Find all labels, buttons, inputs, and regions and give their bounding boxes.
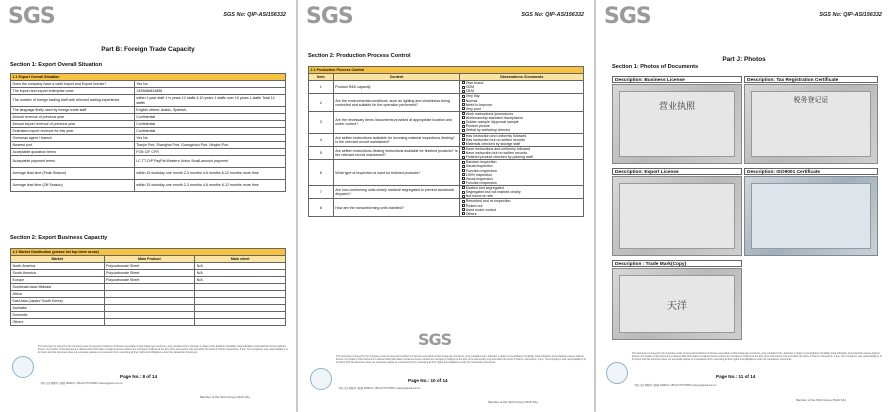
checkbox-icon bbox=[462, 116, 465, 119]
market-market: East Asia (Japan/ South Korea) bbox=[11, 298, 105, 305]
row-label: Acceptable quotation terms bbox=[11, 149, 135, 156]
photo-label-iso9001: Description: ISO9001 Certificate bbox=[744, 168, 878, 175]
observation-option bbox=[462, 107, 582, 111]
market-market: Europe bbox=[11, 277, 105, 284]
disclaimer-text: This document is issued by the Company under its General Conditions of Service accessible at http://www.sgs.com/terms_and_conditions.htm. Attention is drawn to the limitation of liability, indemnification and jurisdiction issues defined therein. Any holder of this document is advised that information contained hereon reflects the Company's findings at the time of its intervention only and within the limits of Client's instructions, if any. The Company's sole responsibility is to its Client and this document does not exonerate parties to a transaction from exercising all their rights and obligations under the transaction documents. bbox=[38, 345, 288, 354]
checkbox-icon bbox=[462, 112, 465, 115]
table-row bbox=[309, 94, 584, 112]
member-line: Member of the SGS Group (SGS SA) bbox=[796, 398, 846, 402]
item-observations bbox=[460, 81, 584, 94]
market-product bbox=[104, 319, 195, 326]
sgs-logo: SGS bbox=[604, 4, 651, 29]
observation-text: Visual inspection bbox=[465, 176, 493, 181]
checkbox-icon bbox=[462, 142, 465, 145]
member-line: Member of the SGS Group (SGS SA) bbox=[488, 400, 538, 404]
sgs-doc-number: SGS No: QIP-ASI156332 bbox=[819, 12, 882, 18]
table-row bbox=[11, 128, 286, 135]
address-line: 中国·北京·朝阳区 | 邮编 100016 | t (86-10) 5779 9600 | www.sgsgroup.com.cn bbox=[40, 382, 123, 385]
report-page-8 bbox=[0, 0, 296, 412]
checkbox-icon bbox=[462, 181, 465, 184]
observation-text: Finished product checked by packing staff bbox=[465, 155, 533, 160]
iso9001-certificate-photo bbox=[744, 176, 878, 256]
table-row bbox=[309, 160, 584, 186]
column-header: Item bbox=[309, 74, 334, 81]
table-row bbox=[309, 133, 584, 146]
checkbox-icon bbox=[462, 90, 465, 93]
checkbox-icon bbox=[462, 151, 465, 154]
sgs-logo: SGS bbox=[306, 4, 353, 29]
item-number: 8 bbox=[309, 199, 334, 217]
row-value: Confidential bbox=[134, 121, 285, 128]
column-header: Observations /Comments bbox=[460, 74, 584, 81]
row-label: Average lead time (Peak Season) bbox=[11, 168, 135, 180]
table-row bbox=[11, 114, 286, 121]
section-title: Section 1: Export Overall Situation bbox=[10, 62, 103, 68]
sgs-seal-icon bbox=[606, 362, 628, 384]
market-client: N/A bbox=[195, 263, 286, 270]
observation-text: Segregated but not marked clearly bbox=[465, 190, 521, 195]
row-label: Nearest port bbox=[11, 142, 135, 149]
table-row bbox=[11, 142, 286, 149]
observation-text: Work instructions /procedures bbox=[465, 111, 514, 116]
row-label: Estimated export revenue for this year bbox=[11, 128, 135, 135]
item-number: 4 bbox=[309, 133, 334, 146]
table-row bbox=[11, 298, 286, 305]
row-label: Overseas agent / branch bbox=[11, 135, 135, 142]
item-content: Are the necessary items /documents provided at appropriate location and under control? bbox=[333, 111, 460, 133]
market-distribution-table bbox=[10, 248, 286, 326]
row-value: LC TT D/P PayPal Western Union Small-amount payment bbox=[134, 156, 285, 168]
trade-mark-photo bbox=[612, 268, 742, 340]
row-value: Yes No bbox=[134, 81, 285, 88]
market-product bbox=[104, 305, 195, 312]
observation-option bbox=[462, 89, 582, 93]
row-label: Acceptable payment terms bbox=[11, 156, 135, 168]
checkbox-icon bbox=[462, 186, 465, 189]
item-observations bbox=[460, 199, 584, 217]
checkbox-icon bbox=[462, 173, 465, 176]
item-content: What type of inspection is used for finished products? bbox=[333, 160, 460, 186]
table-row bbox=[11, 107, 286, 114]
table-row bbox=[11, 291, 286, 298]
item-observations bbox=[460, 186, 584, 199]
item-content: Are non-conforming units clearly marked/ segregated to prevent accidental dispatch? bbox=[333, 186, 460, 199]
column-header: Content bbox=[333, 74, 460, 81]
market-product bbox=[104, 298, 195, 305]
table-row bbox=[11, 95, 286, 107]
table-row bbox=[11, 277, 286, 284]
checkbox-icon bbox=[462, 208, 465, 211]
column-header: Market bbox=[11, 256, 105, 263]
table-row bbox=[309, 111, 584, 133]
photo-label-tax-certificate: Description: Tax Registration Certificate bbox=[744, 76, 878, 83]
item-observations bbox=[460, 94, 584, 112]
market-client bbox=[195, 312, 286, 319]
market-client bbox=[195, 305, 286, 312]
photo-caption: 天洋 bbox=[667, 301, 687, 312]
table-row bbox=[11, 149, 286, 156]
observation-text: Has instruction and uniformly followed bbox=[465, 133, 527, 138]
market-product bbox=[104, 312, 195, 319]
observation-option bbox=[462, 212, 582, 216]
row-value: Confidential bbox=[134, 114, 285, 121]
market-product: Polycarbonate Sheet bbox=[104, 277, 195, 284]
table-row bbox=[309, 199, 584, 217]
market-client bbox=[195, 298, 286, 305]
item-observations bbox=[460, 133, 584, 146]
checkbox-icon bbox=[462, 147, 465, 150]
table-row bbox=[11, 121, 286, 128]
table-row bbox=[11, 284, 286, 291]
observation-text: Function inspection bbox=[465, 168, 497, 173]
checkbox-icon bbox=[462, 129, 465, 132]
market-market: Southeast Asia/ Mideast bbox=[11, 284, 105, 291]
item-observations bbox=[460, 146, 584, 159]
item-content: Are written instructions available for incoming material inspections /testing? Is the relevant record maintained? bbox=[333, 133, 460, 146]
sgs-logo: SGS bbox=[8, 4, 55, 29]
business-license-photo bbox=[612, 84, 742, 164]
observation-text: Picked out bbox=[465, 203, 483, 208]
row-value: English others: Arabic, Spanish, bbox=[134, 107, 285, 114]
part-title: Part J: Photos bbox=[722, 56, 766, 63]
export-license-photo bbox=[612, 176, 742, 256]
production-process-table bbox=[308, 66, 584, 217]
row-label: Annual export revenue of previous year bbox=[11, 121, 135, 128]
address-line: 中国·北京·朝阳区 | 邮编 100016 | t (86-10) 5779 9600 | www.sgsgroup.com.cn bbox=[338, 387, 421, 390]
checkbox-icon bbox=[462, 134, 465, 137]
item-content: Are the environmental conditions, such as lighting and cleanliness being controlled and suitable for the operation performed? bbox=[333, 94, 460, 112]
report-page-11 bbox=[596, 0, 892, 412]
sgs-doc-number: SGS No: QIP-ASI156332 bbox=[223, 12, 286, 18]
market-market: North America bbox=[11, 263, 105, 270]
checkbox-icon bbox=[462, 86, 465, 89]
photo-label-business-license: Description: Business License bbox=[612, 76, 742, 83]
observation-text: Marked and segregated bbox=[465, 186, 504, 190]
observation-text: Have instructions and uniformly followed bbox=[465, 146, 531, 151]
item-observations bbox=[460, 160, 584, 186]
item-content: Product R&D capacity bbox=[333, 81, 460, 94]
table-row bbox=[309, 81, 584, 94]
table-row bbox=[11, 263, 286, 270]
observation-option bbox=[462, 194, 582, 198]
observation-text: Random inspection bbox=[465, 160, 497, 165]
table-row bbox=[11, 305, 286, 312]
report-page-10 bbox=[298, 0, 594, 412]
observation-text: Workmanship standard /acceptance bbox=[465, 116, 524, 120]
checkbox-icon bbox=[462, 156, 465, 159]
observation-text: Materials checked by storage staff bbox=[465, 141, 521, 146]
row-label: Does the company have a valid Import and Export license? bbox=[11, 81, 135, 88]
observation-text: Function inspection bbox=[465, 180, 497, 185]
checkbox-icon bbox=[462, 212, 465, 215]
observation-text: 100% inspection bbox=[465, 172, 493, 177]
item-content: How are the nonconforming units handled? bbox=[333, 199, 460, 217]
row-value: FOB CIF CFR bbox=[134, 149, 285, 156]
disclaimer-text: This document is issued by the Company under its General Conditions of Service accessible at http://www.sgs.com/terms_and_conditions.htm. Attention is drawn to the limitation of liability, indemnification and jurisdiction issues defined therein. Any holder of this document is advised that information contained hereon reflects the Company's findings at the time of its intervention only and within the limits of Client's instructions, if any. The Company's sole responsibility is to its Client and this document does not exonerate parties to a transaction from exercising all their rights and obligations under the transaction documents. bbox=[336, 355, 586, 364]
part-title: Part B: Foreign Trade Capacity bbox=[101, 46, 195, 53]
market-client: N/A bbox=[195, 270, 286, 277]
observation-text: Have instruction but no written records bbox=[465, 151, 528, 155]
sgs-seal-icon bbox=[12, 356, 34, 378]
sgs-footer-logo: SGS bbox=[418, 330, 452, 349]
sgs-doc-number: SGS No: QIP-ASI156332 bbox=[521, 12, 584, 18]
observation-text: Has instruction but no written records bbox=[465, 137, 526, 142]
checkbox-icon bbox=[462, 125, 465, 128]
table-row bbox=[11, 156, 286, 168]
table-row bbox=[11, 180, 286, 192]
table-row bbox=[11, 319, 286, 326]
section-title: Section 2: Production Process Control bbox=[308, 53, 411, 59]
observation-text: Product picture bbox=[465, 124, 490, 129]
item-number: 2 bbox=[309, 94, 334, 112]
observation-option bbox=[462, 155, 582, 159]
checkbox-icon bbox=[462, 103, 465, 106]
checkbox-icon bbox=[462, 200, 465, 203]
observation-text: Golden sample /Approval sample bbox=[465, 120, 519, 125]
row-label: Annual revenue of previous year bbox=[11, 114, 135, 121]
export-overall-table bbox=[10, 73, 286, 192]
observation-text: Visual inspection bbox=[465, 164, 493, 169]
checkbox-icon bbox=[462, 121, 465, 124]
observation-text: OEM bbox=[465, 89, 474, 94]
table-row bbox=[11, 81, 286, 88]
table-row bbox=[11, 135, 286, 142]
photo-label-trade-mark: Description : Trade Mark(Copy) bbox=[612, 260, 742, 267]
market-product bbox=[104, 284, 195, 291]
table-row bbox=[11, 88, 286, 95]
row-value: within 15 workday one month 2-3 months 4-6 months 6-12 months more time bbox=[134, 180, 285, 192]
row-value: Tianjin Port, Shanghai Port, Guangzhou Port, Ningbo Port bbox=[134, 142, 285, 149]
observation-text: Reworked and re-inspection bbox=[465, 199, 511, 204]
observation-option bbox=[462, 142, 582, 146]
photo-label-export-license: Description: Export License bbox=[612, 168, 742, 175]
row-value: Yes No bbox=[134, 135, 285, 142]
observation-text: Others bbox=[465, 211, 477, 216]
row-value: within 15 workday one month 2-3 months 4-6 months 6-12 months more time bbox=[134, 168, 285, 180]
item-number: 1 bbox=[309, 81, 334, 94]
market-product bbox=[104, 291, 195, 298]
checkbox-icon bbox=[462, 191, 465, 194]
item-content: Are written instructions /testing instructions available for finished products? Is the relevant record maintained? bbox=[333, 146, 460, 159]
table-row bbox=[309, 186, 584, 199]
market-client bbox=[195, 319, 286, 326]
column-header-row bbox=[309, 74, 584, 81]
column-header-row bbox=[11, 256, 286, 263]
row-value: within 1 year staff 1+x years 12 staffs 3-10 years 1 staffs over 10 years 1 staffs Total 14 staffs bbox=[134, 95, 285, 107]
observation-option bbox=[462, 181, 582, 185]
market-client bbox=[195, 291, 286, 298]
section-title: Section 1: Photos of Documents bbox=[612, 64, 699, 70]
market-client bbox=[195, 284, 286, 291]
item-number: 5 bbox=[309, 146, 334, 159]
observation-text: Own brand bbox=[465, 81, 484, 85]
market-product: Polycarbonate Sheet bbox=[104, 263, 195, 270]
column-header: Main client bbox=[195, 256, 286, 263]
checkbox-icon bbox=[462, 81, 465, 84]
checkbox-icon bbox=[462, 161, 465, 164]
row-label: The import and export enterprise code: bbox=[11, 88, 135, 95]
observation-text: Normal bbox=[465, 98, 478, 103]
table-header: 2.1 Market Distribution (please list top three areas) bbox=[11, 249, 286, 256]
table-row bbox=[11, 312, 286, 319]
member-line: Member of the SGS Group (SGS SA) bbox=[200, 395, 250, 399]
section-title: Section 2: Export Business Capacity bbox=[10, 235, 108, 241]
photo-caption: 营业执照 bbox=[658, 102, 695, 112]
checkbox-icon bbox=[462, 138, 465, 141]
page-number: Page No.: 8 of 14 bbox=[120, 374, 158, 379]
observation-text: Not found on site bbox=[465, 194, 493, 199]
item-number: 3 bbox=[309, 111, 334, 133]
item-number: 7 bbox=[309, 186, 334, 199]
observation-text: Very poor bbox=[465, 106, 482, 111]
observation-text: Need to improve bbox=[465, 102, 493, 107]
checkbox-icon bbox=[462, 99, 465, 102]
market-product: Polycarbonate Sheet bbox=[104, 270, 195, 277]
observation-text: Verbal by workshop director bbox=[465, 128, 511, 133]
page-number: Page No.: 11 of 14 bbox=[716, 374, 756, 379]
disclaimer-text: This document is issued by the Company under its General Conditions of Service accessible at http://www.sgs.com/terms_and_conditions.htm. Attention is drawn to the limitation of liability, indemnification and jurisdiction issues defined therein. Any holder of this document is advised that information contained hereon reflects the Company's findings at the time of its intervention only and within the limits of Client's instructions, if any. The Company's sole responsibility is to its Client and this document does not exonerate parties to a transaction from exercising all their rights and obligations under the transaction documents. bbox=[632, 352, 882, 361]
row-value: 1305686834858 bbox=[134, 88, 285, 95]
column-header: Main Product bbox=[104, 256, 195, 263]
address-line: 中国·北京·朝阳区 | 邮编 100016 | t (86-10) 5779 9600 | www.sgsgroup.com.cn bbox=[634, 384, 717, 387]
checkbox-icon bbox=[462, 95, 465, 98]
tax-certificate-photo bbox=[744, 84, 878, 164]
checkbox-icon bbox=[462, 195, 465, 198]
market-market: Domestic bbox=[11, 312, 105, 319]
checkbox-icon bbox=[462, 107, 465, 110]
checkbox-icon bbox=[462, 204, 465, 207]
observation-option bbox=[462, 128, 582, 132]
row-label: The language firstly used by foreign trade staff bbox=[11, 107, 135, 114]
row-label: Average lead time (Off Season) bbox=[11, 180, 135, 192]
item-observations bbox=[460, 111, 584, 133]
sgs-seal-icon bbox=[310, 368, 332, 390]
table-header: 2.1 Production Process Control bbox=[309, 67, 584, 74]
table-row bbox=[11, 270, 286, 277]
market-client: N/A bbox=[195, 277, 286, 284]
observation-text: Very tidy bbox=[465, 94, 480, 99]
table-header: 1.1 Export Overall Situation bbox=[11, 74, 286, 81]
page-number: Page No.: 10 of 14 bbox=[408, 378, 448, 383]
table-row bbox=[309, 146, 584, 159]
market-market: Australia bbox=[11, 305, 105, 312]
table-row bbox=[11, 168, 286, 180]
market-market: South America bbox=[11, 270, 105, 277]
checkbox-icon bbox=[462, 177, 465, 180]
market-market: Africa bbox=[11, 291, 105, 298]
row-label: The number of foreign trading staff with relevant trading experience. bbox=[11, 95, 135, 107]
photo-caption: 税务登记证 bbox=[793, 96, 829, 104]
market-market: Others bbox=[11, 319, 105, 326]
item-number: 6 bbox=[309, 160, 334, 186]
observation-text: Used under control bbox=[465, 207, 497, 212]
observation-text: ODM bbox=[465, 85, 475, 90]
checkbox-icon bbox=[462, 165, 465, 168]
checkbox-icon bbox=[462, 169, 465, 172]
row-value: Confidential bbox=[134, 128, 285, 135]
